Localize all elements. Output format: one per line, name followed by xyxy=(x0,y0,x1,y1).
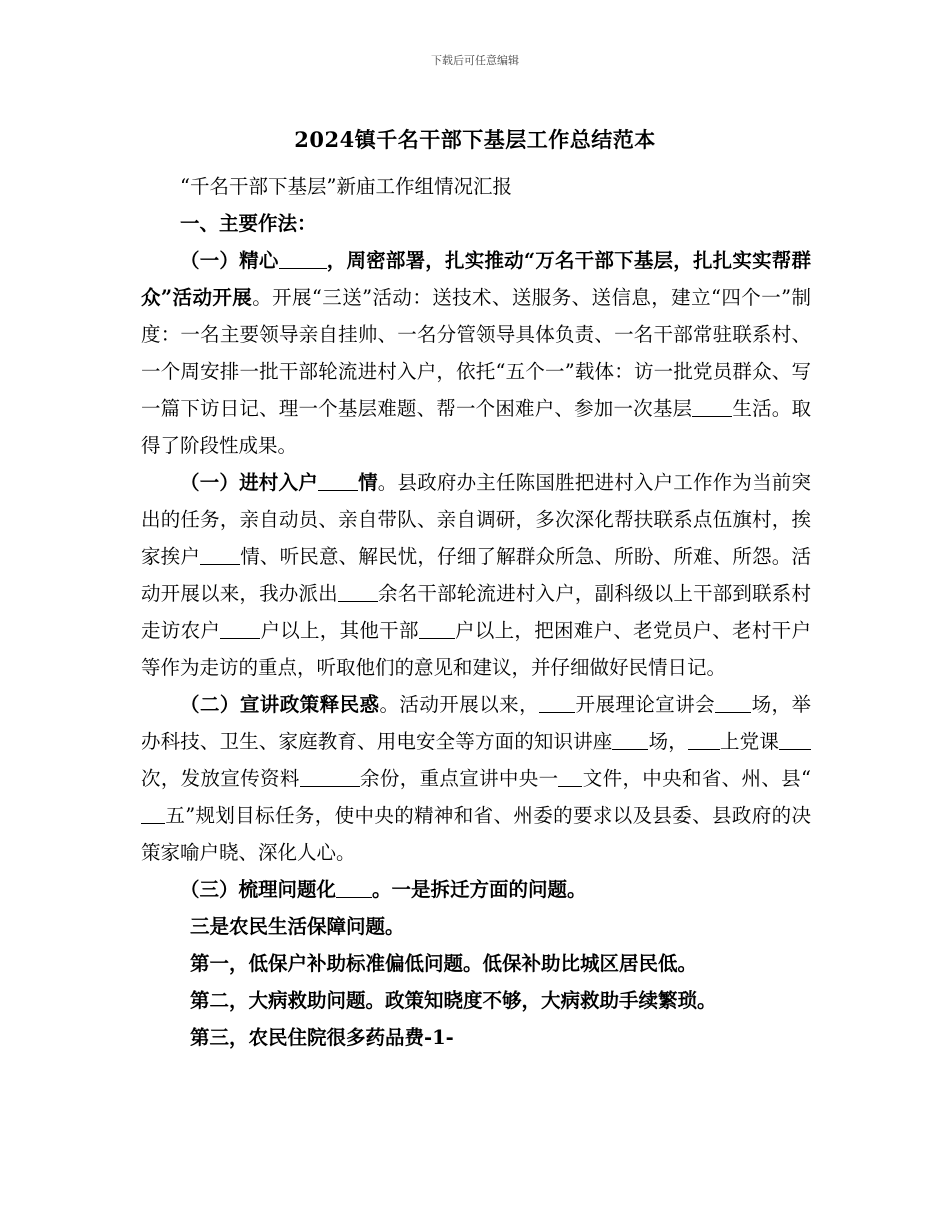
document-title: 2024镇千名干部下基层工作总结范本 xyxy=(294,127,656,152)
paragraph-2 xyxy=(141,464,811,686)
blank-line xyxy=(558,767,582,788)
paragraph-2-text-2: 情、听民意、解民忧，仔细了解群众所急、所盼、所难、所怨。活动开展以来，我办派出 xyxy=(141,545,811,605)
paragraph-3-text-4: 场， xyxy=(648,730,688,753)
paragraph-3-text-1: 。活动开展以来， xyxy=(379,693,540,716)
document-body xyxy=(141,168,811,1056)
blank-line xyxy=(612,730,648,751)
paragraph-1-heading-a: （一）精心 xyxy=(180,249,279,272)
blank-line xyxy=(419,619,455,640)
paragraph-3-text-6: 次，发放宣传资料 xyxy=(141,767,300,790)
paragraph-3-text-3: 场，举办科技、卫生、家庭教育、用电安全等方面的知识讲座 xyxy=(141,693,811,753)
blank-line xyxy=(688,730,720,751)
paragraph-1 xyxy=(141,242,811,464)
paragraph-1-heading-b: ，周密部署，扎实推动“万名干部下基层，扎扎实实帮群众”活动开展 xyxy=(141,249,811,309)
blank-line xyxy=(318,471,358,492)
paragraph-7: 第二，大病救助问题。政策知晓度不够，大病救助手续繁琐。 xyxy=(190,989,717,1012)
paragraph-4 xyxy=(141,871,811,908)
paragraph-5: 三是农民生活保障问题。 xyxy=(190,915,405,938)
paragraph-4-heading-b: 。一是拆迁方面的问题。 xyxy=(372,878,587,901)
blank-line xyxy=(338,582,378,603)
paragraph-6: 第一，低保户补助标准偏低问题。低保补助比城区居民低。 xyxy=(190,952,698,975)
blank-line xyxy=(279,249,327,270)
paragraph-4-heading-a: （三）梳理问题化 xyxy=(180,878,337,901)
section-heading: 一、主要作法： xyxy=(180,212,317,235)
blank-line xyxy=(715,693,751,714)
paragraph-3 xyxy=(141,686,811,871)
paragraph-8: 第三，农民住院很多药品费-1- xyxy=(190,1026,454,1049)
blank-line xyxy=(539,693,575,714)
paragraph-3-text-5: 上党课 xyxy=(719,730,779,753)
paragraph-1-text-end: 生活。取得了阶段性成果。 xyxy=(141,397,811,457)
page-header-note: 下载后可任意编辑 xyxy=(431,54,519,67)
paragraph-1-text: 。开展“三送”活动：送技术、送服务、送信息，建立“四个一”制度：一名主要领导亲自挂帅、一名分管领导具体负责、一名干部常驻联系村、一个周安排一批干部轮流进村入户，依托“五个一”载体：访一批党员群众、写一篇下访日记、理一个基层难题、帮一个困难户、参加一次基层 xyxy=(141,286,811,420)
blank-line xyxy=(779,730,811,751)
blank-line xyxy=(220,619,260,640)
paragraph-2-heading-a: （一）进村入户 xyxy=(180,471,318,494)
blank-line xyxy=(141,804,165,825)
paragraph-2-text-5: 户以上，把困难户、老党员户、老村干户等作为走访的重点，听取他们的意见和建议，并仔细做好民情日记。 xyxy=(141,619,811,679)
paragraph-3-text-8: 文件，中央和省、州、县“ xyxy=(582,767,811,790)
paragraph-2-text-1: 。县政府办主任陈国胜把进村入户工作作为当前突出的任务，亲自动员、亲自带队、亲自调研，多次深化帮扶联系点伍旗村，挨家挨户 xyxy=(141,471,811,568)
report-title: “千名干部下基层”新庙工作组情况汇报 xyxy=(180,175,512,198)
paragraph-3-text-2: 开展理论宣讲会 xyxy=(575,693,716,716)
paragraph-2-text-4: 户以上，其他干部 xyxy=(260,619,419,642)
blank-line xyxy=(692,397,732,418)
paragraph-3-text-9: 五”规划目标任务，使中央的精神和省、州委的要求以及县委、县政府的决策家喻户晓、深化人心。 xyxy=(141,804,811,864)
blank-line xyxy=(200,545,240,566)
paragraph-2-text-3: 余名干部轮流进村入户，副科级以上干部到联系村走访农户 xyxy=(141,582,811,642)
paragraph-3-text-7: 余份，重点宣讲中央一 xyxy=(359,767,559,790)
paragraph-3-heading: （二）宣讲政策释民惑 xyxy=(180,693,380,716)
blank-line xyxy=(336,878,372,899)
blank-line xyxy=(300,767,360,788)
paragraph-2-heading-b: 情 xyxy=(357,471,378,494)
